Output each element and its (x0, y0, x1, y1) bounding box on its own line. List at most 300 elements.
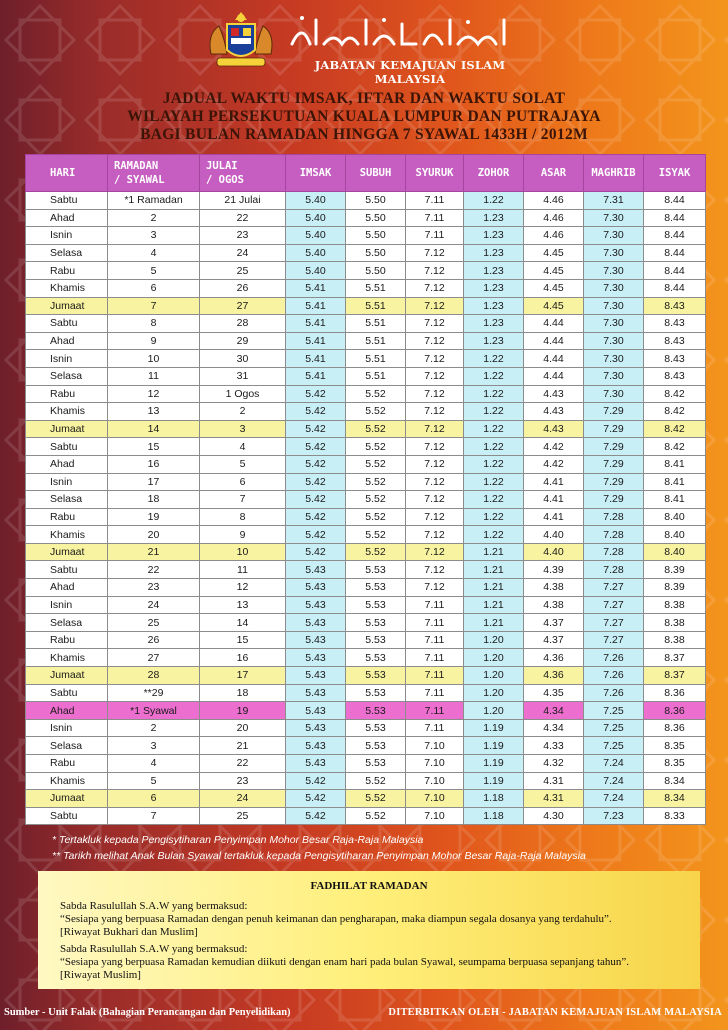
cell-isyak: 8.43 (644, 297, 706, 315)
cell-asar: 4.38 (524, 596, 584, 614)
cell-ramadan-syawal: 16 (108, 455, 200, 473)
cell-isyak: 8.41 (644, 491, 706, 509)
table-row (26, 526, 706, 544)
column-header-label: MAGHRIB (591, 167, 636, 179)
cell-ramadan-syawal: 24 (108, 596, 200, 614)
cell-syuruk: 7.11 (406, 227, 464, 245)
cell-isyak: 8.44 (644, 192, 706, 210)
cell-hari: Ahad (26, 455, 108, 473)
cell-maghrib: 7.30 (584, 315, 644, 333)
cell-hari: Khamis (26, 649, 108, 667)
cell-syuruk: 7.10 (406, 755, 464, 773)
cell-asar: 4.43 (524, 403, 584, 421)
cell-zohor: 1.22 (464, 420, 524, 438)
cell-subuh: 5.50 (346, 244, 406, 262)
cell-ramadan-syawal: 22 (108, 561, 200, 579)
cell-julai-ogos: 10 (200, 543, 286, 561)
cell-imsak: 5.41 (286, 315, 346, 333)
cell-julai-ogos: 1 Ogos (200, 385, 286, 403)
cell-imsak: 5.42 (286, 385, 346, 403)
cell-isyak: 8.43 (644, 315, 706, 333)
cell-asar: 4.44 (524, 332, 584, 350)
cell-imsak: 5.42 (286, 473, 346, 491)
cell-subuh: 5.51 (346, 350, 406, 368)
cell-ramadan-syawal: 23 (108, 579, 200, 597)
column-header-label: / SYAWAL (114, 174, 165, 186)
cell-subuh: 5.53 (346, 596, 406, 614)
cell-hari: Selasa (26, 491, 108, 509)
cell-zohor: 1.23 (464, 262, 524, 280)
cell-zohor: 1.19 (464, 719, 524, 737)
cell-isyak: 8.42 (644, 420, 706, 438)
cell-imsak: 5.41 (286, 332, 346, 350)
cell-hari: Rabu (26, 262, 108, 280)
cell-hari: Selasa (26, 244, 108, 262)
cell-syuruk: 7.11 (406, 614, 464, 632)
table-row (26, 579, 706, 597)
table-row (26, 543, 706, 561)
cell-julai-ogos: 22 (200, 209, 286, 227)
cell-imsak: 5.43 (286, 631, 346, 649)
cell-zohor: 1.22 (464, 491, 524, 509)
cell-subuh: 5.53 (346, 561, 406, 579)
cell-asar: 4.34 (524, 719, 584, 737)
cell-zohor: 1.22 (464, 438, 524, 456)
cell-asar: 4.31 (524, 772, 584, 790)
cell-hari: Jumaat (26, 790, 108, 808)
table-row (26, 350, 706, 368)
cell-julai-ogos: 16 (200, 649, 286, 667)
cell-imsak: 5.42 (286, 491, 346, 509)
cell-hari: Ahad (26, 209, 108, 227)
cell-julai-ogos: 22 (200, 755, 286, 773)
cell-maghrib: 7.30 (584, 244, 644, 262)
cell-hari: Sabtu (26, 438, 108, 456)
cell-syuruk: 7.12 (406, 262, 464, 280)
cell-syuruk: 7.11 (406, 702, 464, 720)
cell-hari: Jumaat (26, 543, 108, 561)
cell-ramadan-syawal: 4 (108, 755, 200, 773)
table-row (26, 631, 706, 649)
cell-isyak: 8.44 (644, 279, 706, 297)
cell-subuh: 5.52 (346, 807, 406, 825)
cell-hari: Rabu (26, 385, 108, 403)
cell-subuh: 5.53 (346, 755, 406, 773)
cell-syuruk: 7.12 (406, 244, 464, 262)
cell-asar: 4.32 (524, 755, 584, 773)
cell-imsak: 5.42 (286, 543, 346, 561)
cell-hari: Jumaat (26, 420, 108, 438)
column-header-julai-ogos (200, 155, 286, 192)
cell-maghrib: 7.28 (584, 526, 644, 544)
cell-maghrib: 7.30 (584, 279, 644, 297)
cell-ramadan-syawal: 11 (108, 367, 200, 385)
cell-julai-ogos: 13 (200, 596, 286, 614)
cell-maghrib: 7.30 (584, 297, 644, 315)
table-row (26, 790, 706, 808)
table-row (26, 473, 706, 491)
cell-hari: Sabtu (26, 315, 108, 333)
cell-subuh: 5.52 (346, 772, 406, 790)
cell-imsak: 5.43 (286, 614, 346, 632)
cell-hari: Sabtu (26, 192, 108, 210)
cell-isyak: 8.39 (644, 579, 706, 597)
cell-julai-ogos: 2 (200, 403, 286, 421)
cell-syuruk: 7.11 (406, 684, 464, 702)
cell-zohor: 1.19 (464, 755, 524, 773)
cell-maghrib: 7.27 (584, 596, 644, 614)
cell-imsak: 5.40 (286, 262, 346, 280)
cell-hari: Jumaat (26, 667, 108, 685)
table-row (26, 438, 706, 456)
cell-hari: Isnin (26, 350, 108, 368)
cell-syuruk: 7.11 (406, 631, 464, 649)
cell-isyak: 8.35 (644, 737, 706, 755)
cell-syuruk: 7.12 (406, 455, 464, 473)
cell-subuh: 5.51 (346, 315, 406, 333)
cell-isyak: 8.36 (644, 702, 706, 720)
cell-maghrib: 7.29 (584, 403, 644, 421)
table-row (26, 596, 706, 614)
cell-maghrib: 7.30 (584, 262, 644, 280)
fadhilat-heading: FADHILAT RAMADAN (310, 880, 428, 892)
page-title-line-3: BAGI BULAN RAMADAN HINGGA 7 SYAWAL 1433H / 2012M (140, 126, 588, 143)
cell-julai-ogos: 14 (200, 614, 286, 632)
cell-syuruk: 7.11 (406, 192, 464, 210)
cell-syuruk: 7.12 (406, 279, 464, 297)
cell-zohor: 1.23 (464, 244, 524, 262)
cell-zohor: 1.21 (464, 543, 524, 561)
cell-isyak: 8.36 (644, 684, 706, 702)
cell-syuruk: 7.12 (406, 491, 464, 509)
cell-subuh: 5.52 (346, 491, 406, 509)
cell-subuh: 5.53 (346, 649, 406, 667)
cell-zohor: 1.21 (464, 579, 524, 597)
column-header-syuruk (406, 155, 464, 192)
cell-syuruk: 7.11 (406, 209, 464, 227)
table-row (26, 491, 706, 509)
table-row (26, 508, 706, 526)
cell-ramadan-syawal: 6 (108, 790, 200, 808)
table-row (26, 385, 706, 403)
cell-maghrib: 7.25 (584, 702, 644, 720)
cell-isyak: 8.39 (644, 561, 706, 579)
cell-maghrib: 7.29 (584, 420, 644, 438)
cell-julai-ogos: 26 (200, 279, 286, 297)
cell-ramadan-syawal: 12 (108, 385, 200, 403)
cell-julai-ogos: 28 (200, 315, 286, 333)
cell-syuruk: 7.12 (406, 315, 464, 333)
cell-hari: Rabu (26, 631, 108, 649)
cell-ramadan-syawal: **29 (108, 684, 200, 702)
cell-ramadan-syawal: 10 (108, 350, 200, 368)
table-row (26, 755, 706, 773)
cell-julai-ogos: 12 (200, 579, 286, 597)
cell-isyak: 8.42 (644, 385, 706, 403)
cell-maghrib: 7.30 (584, 332, 644, 350)
cell-maghrib: 7.29 (584, 491, 644, 509)
table-row (26, 367, 706, 385)
cell-zohor: 1.23 (464, 209, 524, 227)
cell-subuh: 5.53 (346, 702, 406, 720)
cell-zohor: 1.22 (464, 192, 524, 210)
cell-isyak: 8.40 (644, 543, 706, 561)
table-row (26, 279, 706, 297)
table-row (26, 561, 706, 579)
cell-subuh: 5.53 (346, 614, 406, 632)
cell-subuh: 5.51 (346, 332, 406, 350)
hadith-1-text: “Sesiapa yang berpuasa Ramadan dengan penuh keimanan dan pengharapan, maka diampun segala dosanya yang terdahulu”. (60, 913, 612, 925)
cell-isyak: 8.38 (644, 631, 706, 649)
table-row (26, 455, 706, 473)
cell-syuruk: 7.12 (406, 385, 464, 403)
cell-asar: 4.41 (524, 508, 584, 526)
cell-syuruk: 7.12 (406, 579, 464, 597)
cell-ramadan-syawal: 3 (108, 737, 200, 755)
cell-syuruk: 7.12 (406, 508, 464, 526)
cell-syuruk: 7.12 (406, 332, 464, 350)
table-row (26, 667, 706, 685)
cell-syuruk: 7.12 (406, 420, 464, 438)
cell-ramadan-syawal: 26 (108, 631, 200, 649)
cell-subuh: 5.53 (346, 667, 406, 685)
cell-isyak: 8.37 (644, 667, 706, 685)
cell-hari: Selasa (26, 737, 108, 755)
column-header-hari (26, 155, 108, 192)
cell-ramadan-syawal: 13 (108, 403, 200, 421)
cell-imsak: 5.43 (286, 596, 346, 614)
cell-asar: 4.46 (524, 209, 584, 227)
cell-zohor: 1.23 (464, 227, 524, 245)
cell-imsak: 5.42 (286, 772, 346, 790)
cell-isyak: 8.44 (644, 209, 706, 227)
cell-julai-ogos: 3 (200, 420, 286, 438)
table-row (26, 227, 706, 245)
cell-syuruk: 7.12 (406, 350, 464, 368)
cell-imsak: 5.41 (286, 367, 346, 385)
cell-zohor: 1.21 (464, 561, 524, 579)
cell-asar: 4.45 (524, 297, 584, 315)
table-row (26, 702, 706, 720)
column-header-label: ISYAK (658, 167, 691, 179)
cell-subuh: 5.52 (346, 420, 406, 438)
cell-ramadan-syawal: 28 (108, 667, 200, 685)
cell-maghrib: 7.30 (584, 367, 644, 385)
column-header-label: SUBUH (359, 167, 392, 179)
cell-isyak: 8.38 (644, 596, 706, 614)
table-row (26, 244, 706, 262)
cell-asar: 4.36 (524, 649, 584, 667)
cell-imsak: 5.42 (286, 403, 346, 421)
cell-zohor: 1.23 (464, 332, 524, 350)
cell-syuruk: 7.11 (406, 719, 464, 737)
cell-isyak: 8.42 (644, 403, 706, 421)
cell-zohor: 1.20 (464, 684, 524, 702)
malaysia-coat-of-arms-icon (203, 10, 279, 72)
column-header-zohor (464, 155, 524, 192)
column-header-maghrib (584, 155, 644, 192)
cell-subuh: 5.53 (346, 737, 406, 755)
column-header-asar (524, 155, 584, 192)
cell-julai-ogos: 19 (200, 702, 286, 720)
cell-imsak: 5.43 (286, 702, 346, 720)
table-row (26, 614, 706, 632)
table-header-row (26, 155, 706, 192)
cell-syuruk: 7.12 (406, 561, 464, 579)
cell-hari: Khamis (26, 403, 108, 421)
cell-hari: Khamis (26, 772, 108, 790)
cell-asar: 4.45 (524, 244, 584, 262)
cell-asar: 4.30 (524, 807, 584, 825)
hadith-1-source: [Riwayat Bukhari dan Muslim] (60, 926, 198, 938)
cell-maghrib: 7.25 (584, 737, 644, 755)
table-row (26, 737, 706, 755)
cell-isyak: 8.44 (644, 244, 706, 262)
column-header-label: IMSAK (299, 167, 332, 179)
cell-asar: 4.41 (524, 491, 584, 509)
cell-syuruk: 7.12 (406, 473, 464, 491)
cell-subuh: 5.53 (346, 579, 406, 597)
cell-zohor: 1.22 (464, 473, 524, 491)
table-row (26, 315, 706, 333)
cell-imsak: 5.42 (286, 508, 346, 526)
cell-isyak: 8.34 (644, 772, 706, 790)
cell-maghrib: 7.26 (584, 684, 644, 702)
cell-asar: 4.46 (524, 227, 584, 245)
cell-julai-ogos: 21 (200, 737, 286, 755)
cell-syuruk: 7.11 (406, 596, 464, 614)
cell-syuruk: 7.11 (406, 667, 464, 685)
cell-asar: 4.37 (524, 631, 584, 649)
cell-julai-ogos: 18 (200, 684, 286, 702)
cell-isyak: 8.40 (644, 508, 706, 526)
cell-asar: 4.37 (524, 614, 584, 632)
cell-isyak: 8.44 (644, 227, 706, 245)
footer-source: Sumber - Unit Falak (Bahagian Perancangan dan Penyelidikan) (4, 1007, 291, 1018)
cell-asar: 4.43 (524, 420, 584, 438)
footnote-single-asterisk: * Tertakluk kepada Pengisytiharan Penyimpan Mohor Besar Raja-Raja Malaysia (52, 834, 424, 846)
cell-imsak: 5.43 (286, 755, 346, 773)
cell-maghrib: 7.29 (584, 455, 644, 473)
cell-zohor: 1.23 (464, 279, 524, 297)
cell-syuruk: 7.10 (406, 737, 464, 755)
cell-imsak: 5.42 (286, 807, 346, 825)
cell-subuh: 5.51 (346, 279, 406, 297)
cell-isyak: 8.41 (644, 455, 706, 473)
cell-ramadan-syawal: 27 (108, 649, 200, 667)
cell-hari: Ahad (26, 332, 108, 350)
cell-maghrib: 7.28 (584, 543, 644, 561)
cell-imsak: 5.40 (286, 244, 346, 262)
agency-name: JABATAN KEMAJUAN ISLAM MALAYSIA (314, 58, 506, 86)
cell-maghrib: 7.25 (584, 719, 644, 737)
cell-isyak: 8.42 (644, 438, 706, 456)
cell-subuh: 5.50 (346, 227, 406, 245)
cell-julai-ogos: 15 (200, 631, 286, 649)
cell-hari: Selasa (26, 367, 108, 385)
cell-maghrib: 7.24 (584, 772, 644, 790)
cell-asar: 4.36 (524, 667, 584, 685)
cell-ramadan-syawal: 15 (108, 438, 200, 456)
cell-maghrib: 7.24 (584, 790, 644, 808)
column-header-label: HARI (50, 167, 76, 179)
cell-hari: Sabtu (26, 807, 108, 825)
table-row (26, 684, 706, 702)
cell-isyak: 8.33 (644, 807, 706, 825)
column-header-label: / OGOS (206, 174, 244, 186)
cell-julai-ogos: 6 (200, 473, 286, 491)
cell-asar: 4.34 (524, 702, 584, 720)
cell-subuh: 5.50 (346, 192, 406, 210)
cell-maghrib: 7.23 (584, 807, 644, 825)
column-header-ramadan-syawal (108, 155, 200, 192)
cell-zohor: 1.18 (464, 790, 524, 808)
cell-maghrib: 7.26 (584, 649, 644, 667)
cell-hari: Khamis (26, 279, 108, 297)
cell-isyak: 8.41 (644, 473, 706, 491)
cell-syuruk: 7.12 (406, 403, 464, 421)
cell-julai-ogos: 11 (200, 561, 286, 579)
cell-subuh: 5.52 (346, 526, 406, 544)
cell-julai-ogos: 27 (200, 297, 286, 315)
cell-maghrib: 7.27 (584, 614, 644, 632)
cell-zohor: 1.23 (464, 315, 524, 333)
cell-hari: Rabu (26, 755, 108, 773)
cell-syuruk: 7.12 (406, 526, 464, 544)
cell-hari: Selasa (26, 614, 108, 632)
cell-julai-ogos: 5 (200, 455, 286, 473)
cell-imsak: 5.43 (286, 579, 346, 597)
cell-isyak: 8.37 (644, 649, 706, 667)
cell-julai-ogos: 25 (200, 807, 286, 825)
cell-subuh: 5.52 (346, 385, 406, 403)
cell-julai-ogos: 21 Julai (200, 192, 286, 210)
cell-hari: Jumaat (26, 297, 108, 315)
footer-publisher: DITERBITKAN OLEH - JABATAN KEMAJUAN ISLAM MALAYSIA (388, 1007, 722, 1018)
cell-zohor: 1.20 (464, 649, 524, 667)
cell-imsak: 5.43 (286, 667, 346, 685)
cell-maghrib: 7.28 (584, 561, 644, 579)
cell-imsak: 5.43 (286, 684, 346, 702)
cell-ramadan-syawal: 20 (108, 526, 200, 544)
cell-ramadan-syawal: 25 (108, 614, 200, 632)
column-header-isyak (644, 155, 706, 192)
cell-maghrib: 7.27 (584, 631, 644, 649)
cell-maghrib: 7.31 (584, 192, 644, 210)
footnote-double-asterisk: ** Tarikh melihat Anak Bulan Syawal tertakluk kepada Pengisytiharan Penyimpan Mohor Besar Raja-Raja Malaysia (52, 850, 586, 862)
cell-hari: Isnin (26, 596, 108, 614)
cell-syuruk: 7.10 (406, 807, 464, 825)
table-row (26, 649, 706, 667)
cell-julai-ogos: 29 (200, 332, 286, 350)
cell-asar: 4.45 (524, 279, 584, 297)
cell-subuh: 5.52 (346, 403, 406, 421)
cell-subuh: 5.52 (346, 508, 406, 526)
cell-maghrib: 7.24 (584, 755, 644, 773)
column-header-imsak (286, 155, 346, 192)
cell-ramadan-syawal: 14 (108, 420, 200, 438)
cell-zohor: 1.21 (464, 614, 524, 632)
cell-zohor: 1.19 (464, 772, 524, 790)
cell-asar: 4.45 (524, 262, 584, 280)
hadith-2-source: [Riwayat Muslim] (60, 969, 141, 981)
cell-asar: 4.38 (524, 579, 584, 597)
cell-hari: Ahad (26, 579, 108, 597)
cell-imsak: 5.41 (286, 350, 346, 368)
cell-maghrib: 7.30 (584, 350, 644, 368)
cell-zohor: 1.23 (464, 297, 524, 315)
cell-imsak: 5.40 (286, 209, 346, 227)
